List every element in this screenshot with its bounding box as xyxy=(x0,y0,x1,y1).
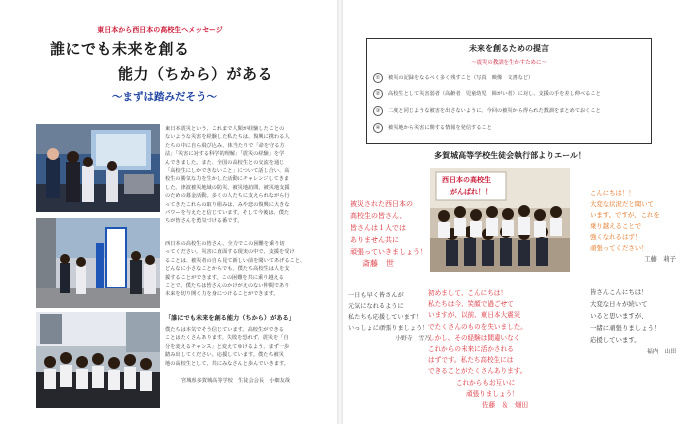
banner-line1: 西日本の高校生 xyxy=(442,176,491,184)
message-onodera: 一日も早く皆さんが 元気になれるように 私たちも応援しています！ いっしょに頑張りましょう！ 小野寺 雪乃 xyxy=(348,292,430,342)
number-badge: ③ xyxy=(373,106,383,116)
proposal-item: ④ 被災地から災害に関する情報を発信すること xyxy=(373,123,492,133)
caption-quote: 「誰にでも未来を創る能力（ちから）がある」 xyxy=(165,315,295,322)
kicker: 東日本から西日本の高校生へメッセージ xyxy=(97,26,223,34)
proposal-box xyxy=(366,38,652,144)
proposal-item: ① 被災の記録をなるべく多く残すこと（写真 映像 文書など） xyxy=(373,73,533,83)
proposal-item: ③ 二度と同じような被害を出さないように、今回の被災から得られた教訓をまとめておくこと xyxy=(373,106,601,116)
paragraph-1: 東日本震災という、これまで人類が経験したことの ないような災害を経験した私たちは、復興に携わる人 たちの中に自ら飛び込み、体当たりで「命を守る方 法」「災害に対する科学的理解」「震災の経験」を学 んできました。また、全国の高校生との交流を通じ 「高校生にしかできないこと」について話し合い、高 校生の勝気な力を生かした活動にチャレンジしてきま した。津波被災地域の防災、被災地訪問、被災地支援 のための募金活動。多くの人たちに支えられながら行 ってきたこれらの取り組みは、みや恋の復興に大きな パワーを与えたと信じています。そして今後は、僕た ちが皆さんを勇気づける番です。 xyxy=(165,126,290,225)
left-page xyxy=(0,0,336,424)
headline-line1: 誰にでも未来を創る xyxy=(50,40,190,58)
banner-line2: がんばれ！！ xyxy=(450,188,492,196)
photo-students-exhibition xyxy=(36,124,160,212)
subheadline: 〜まずは踏みだそう〜 xyxy=(112,91,217,103)
proposal-title: 未来を創るための提言 xyxy=(469,44,549,53)
message-sato-hatada: 初めまして、こんにちは！ 私たちは今、笑顔で過ごせて いますが、以前、東日本大震災 でたくさんのものを失いました。 しかし、その経験は間違いなく これからの未来に活かされる はずです。私たち高校生には できることがたくさんあります。 これからもお互いに 頑張りましょう！ 佐藤 ＆ 畑田 xyxy=(428,289,529,410)
proposal-subtitle: 〜震災の教訓を生かすために〜 xyxy=(471,60,547,66)
message-fukuuchi-yamada: 皆さんこんにちは！ 大変な日々が続いて いると思いますが、 一緒に頑張りましょう！ 応援しています。 福内 山田 xyxy=(590,288,676,355)
proposal-item: ② 高校生として災害弱者（高齢者 児童幼児 障がい者）に対し、支援の手を差し伸べること xyxy=(373,89,601,99)
cheer-title: 多賀城高等学校生徒会執行部よりエール！ xyxy=(434,151,586,160)
number-badge: ④ xyxy=(373,123,383,133)
photo-student-group xyxy=(36,312,160,408)
paragraph-3: 僕たちは本気でそう信じています。高校生ができる ことはたくさんあります。失敗を恐れず、震災を「自 分を変えるチャンス」と変えてゆけるよう、まず一歩 踏み出してください。応援しています。僕たち被災 地の高校生として、共にみなさんと歩んでいきます。 xyxy=(165,327,290,367)
number-badge: ② xyxy=(373,89,383,99)
headline-line2: 能力（ちから）がある xyxy=(118,65,274,83)
photo-council-group xyxy=(430,168,570,272)
paragraph-2: 西日本の高校生の皆さん、全力でこの困難を乗り切 ってください。災害に直面する現実の中で、支援を受け ることは、被災者の自ら見て新しい前を聞いてあげること、 どんなに小さなことからでも、僕たち高校生は人を支 援することができます。この困難を共に乗り越える ことで、僕たちは皆さんのかけがえのない仲間であり 未来を切り開く力を身につけることができます。 xyxy=(165,241,306,298)
signature: 宮城県多賀城高等学校 生徒会会長 小畑友哉 xyxy=(181,378,290,384)
message-kudo: こんにちは！！ 大変な状況だと聞いて います。ですが、これを 乗り越えることで 強くなれるはず！ 頑張ってください！ 工藤 莉子 xyxy=(590,189,676,263)
page-divider xyxy=(337,0,343,424)
message-saito: 被災された西日本の 高校生の皆さん、 皆さんは１人では ありません共に 頑張っていきましょう！ 斎藤 世 xyxy=(350,200,427,268)
number-badge: ① xyxy=(373,73,383,83)
photo-street-fundraising xyxy=(36,218,160,308)
